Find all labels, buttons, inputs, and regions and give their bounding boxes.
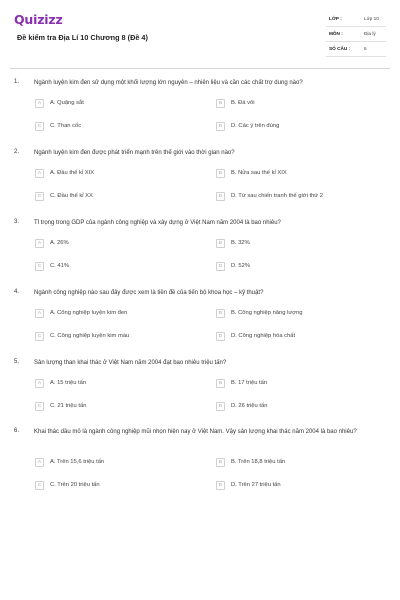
option-text: D. 52% xyxy=(231,263,251,269)
option-letter-box: A xyxy=(35,99,44,108)
option-letter-box: A xyxy=(35,458,44,467)
option-text: B. Trên 18,8 triệu tấn xyxy=(231,459,286,465)
question-number: 6. xyxy=(14,428,20,434)
option-letter-box: C xyxy=(35,122,44,131)
option-letter-box: D xyxy=(216,122,225,131)
option-letter-box: B xyxy=(216,458,225,467)
option-letter-box: B xyxy=(216,379,225,388)
option-letter-box: B xyxy=(216,99,225,108)
option-letter-box: C xyxy=(35,332,44,341)
worksheet-header xyxy=(14,12,386,57)
option-letter-box: A xyxy=(35,169,44,178)
option-letter-box: D xyxy=(216,192,225,201)
option-text: B. 32% xyxy=(231,240,250,246)
option-text: B. Đá vôi xyxy=(231,100,255,106)
worksheet-title: Đề kiểm tra Địa Lí 10 Chương 8 (Đề 4) xyxy=(17,33,148,42)
option-letter-box: C xyxy=(35,262,44,271)
option-letter-box: C xyxy=(35,192,44,201)
question-number: 2. xyxy=(14,149,20,155)
question-text: Ngành luyện kim đen được phát triển mạnh trên thế giới vào thời gian nào? xyxy=(34,150,235,156)
question-text: Sản lượng than khai thác ở Việt Nam năm 2004 đạt bao nhiêu triệu tấn? xyxy=(34,360,227,366)
option-text: B. Công nghiệp năng lượng xyxy=(231,310,303,316)
question-text: Ngành công nghiệp nào sau đây được xem là tiền đề của tiến bộ khoa học – kỹ thuật? xyxy=(34,290,264,296)
option-letter-box: D xyxy=(216,402,225,411)
meta-row-question-count xyxy=(326,42,386,57)
option-text: B. Nửa sau thế kỉ XIX xyxy=(231,170,287,176)
option-text: C. Đầu thế kỉ XX xyxy=(50,193,93,199)
option-letter-box: B xyxy=(216,309,225,318)
option-letter-box: A xyxy=(35,239,44,248)
option-text: D. Các ý trên đúng xyxy=(231,123,280,129)
option-text: D. Từ sau chiến tranh thế giới thứ 2 xyxy=(231,193,324,199)
option-letter-box: D xyxy=(216,481,225,490)
question-number: 5. xyxy=(14,359,20,365)
option-text: D. Công nghiệp hóa chất xyxy=(231,333,296,339)
question-text: Khai thác dầu mỏ là ngành công nghiệp mũi nhọn hiện nay ở Việt Nam. Vậy sản lượng khai thác năm 2004 là bao nhiêu? xyxy=(34,429,357,435)
meta-label: LỚP : xyxy=(329,16,342,21)
option-text: D. 26 triệu tấn xyxy=(231,403,268,409)
question-number: 4. xyxy=(14,289,20,295)
option-text: C. Công nghiệp luyện kim màu xyxy=(50,333,130,339)
question-text: Ngành luyện kim đen sử dụng một khối lượng lớn nguyên – nhiên liệu và cần các chất trợ dung nào? xyxy=(34,80,303,86)
option-text: C. Trên 20 triệu tấn xyxy=(50,482,100,488)
option-letter-box: D xyxy=(216,332,225,341)
meta-row-subject xyxy=(326,27,386,42)
meta-label: MÔN : xyxy=(329,31,343,36)
option-letter-box: C xyxy=(35,481,44,490)
option-letter-box: B xyxy=(216,169,225,178)
option-letter-box: D xyxy=(216,262,225,271)
worksheet-meta xyxy=(326,12,386,57)
option-text: A. Quặng sắt xyxy=(50,100,84,106)
question-text: Tỉ trọng trong GDP của ngành công nghiệp và xây dựng ở Việt Nam năm 2004 là bao nhiêu? xyxy=(34,220,281,226)
option-text: A. 26% xyxy=(50,240,69,246)
option-text: C. Than cốc xyxy=(50,123,82,129)
question-number: 3. xyxy=(14,219,20,225)
option-text: A. Công nghiệp luyện kim đen xyxy=(50,310,128,316)
header-divider xyxy=(10,68,390,69)
quizizz-logo: Quizizz xyxy=(14,12,63,27)
meta-label: SỐ CÂU : xyxy=(329,46,351,51)
option-text: C. 21 triệu tấn xyxy=(50,403,87,409)
option-text: A. Đầu thế kỉ XIX xyxy=(50,170,95,176)
question-number: 1. xyxy=(14,79,20,85)
option-letter-box: A xyxy=(35,379,44,388)
meta-value: 6 xyxy=(364,46,367,51)
option-text: A. 15 triệu tấn xyxy=(50,380,87,386)
option-letter-box: A xyxy=(35,309,44,318)
option-text: B. 17 triệu tấn xyxy=(231,380,268,386)
option-letter-box: B xyxy=(216,239,225,248)
option-letter-box: C xyxy=(35,402,44,411)
meta-value: Lớp 10 xyxy=(364,16,379,21)
option-text: A. Trên 15,6 triệu tấn xyxy=(50,459,105,465)
option-text: C. 41% xyxy=(50,263,70,269)
meta-row-class xyxy=(326,12,386,27)
option-text: D. Trên 27 triệu tấn xyxy=(231,482,281,488)
meta-value: Địa lý xyxy=(364,31,376,36)
